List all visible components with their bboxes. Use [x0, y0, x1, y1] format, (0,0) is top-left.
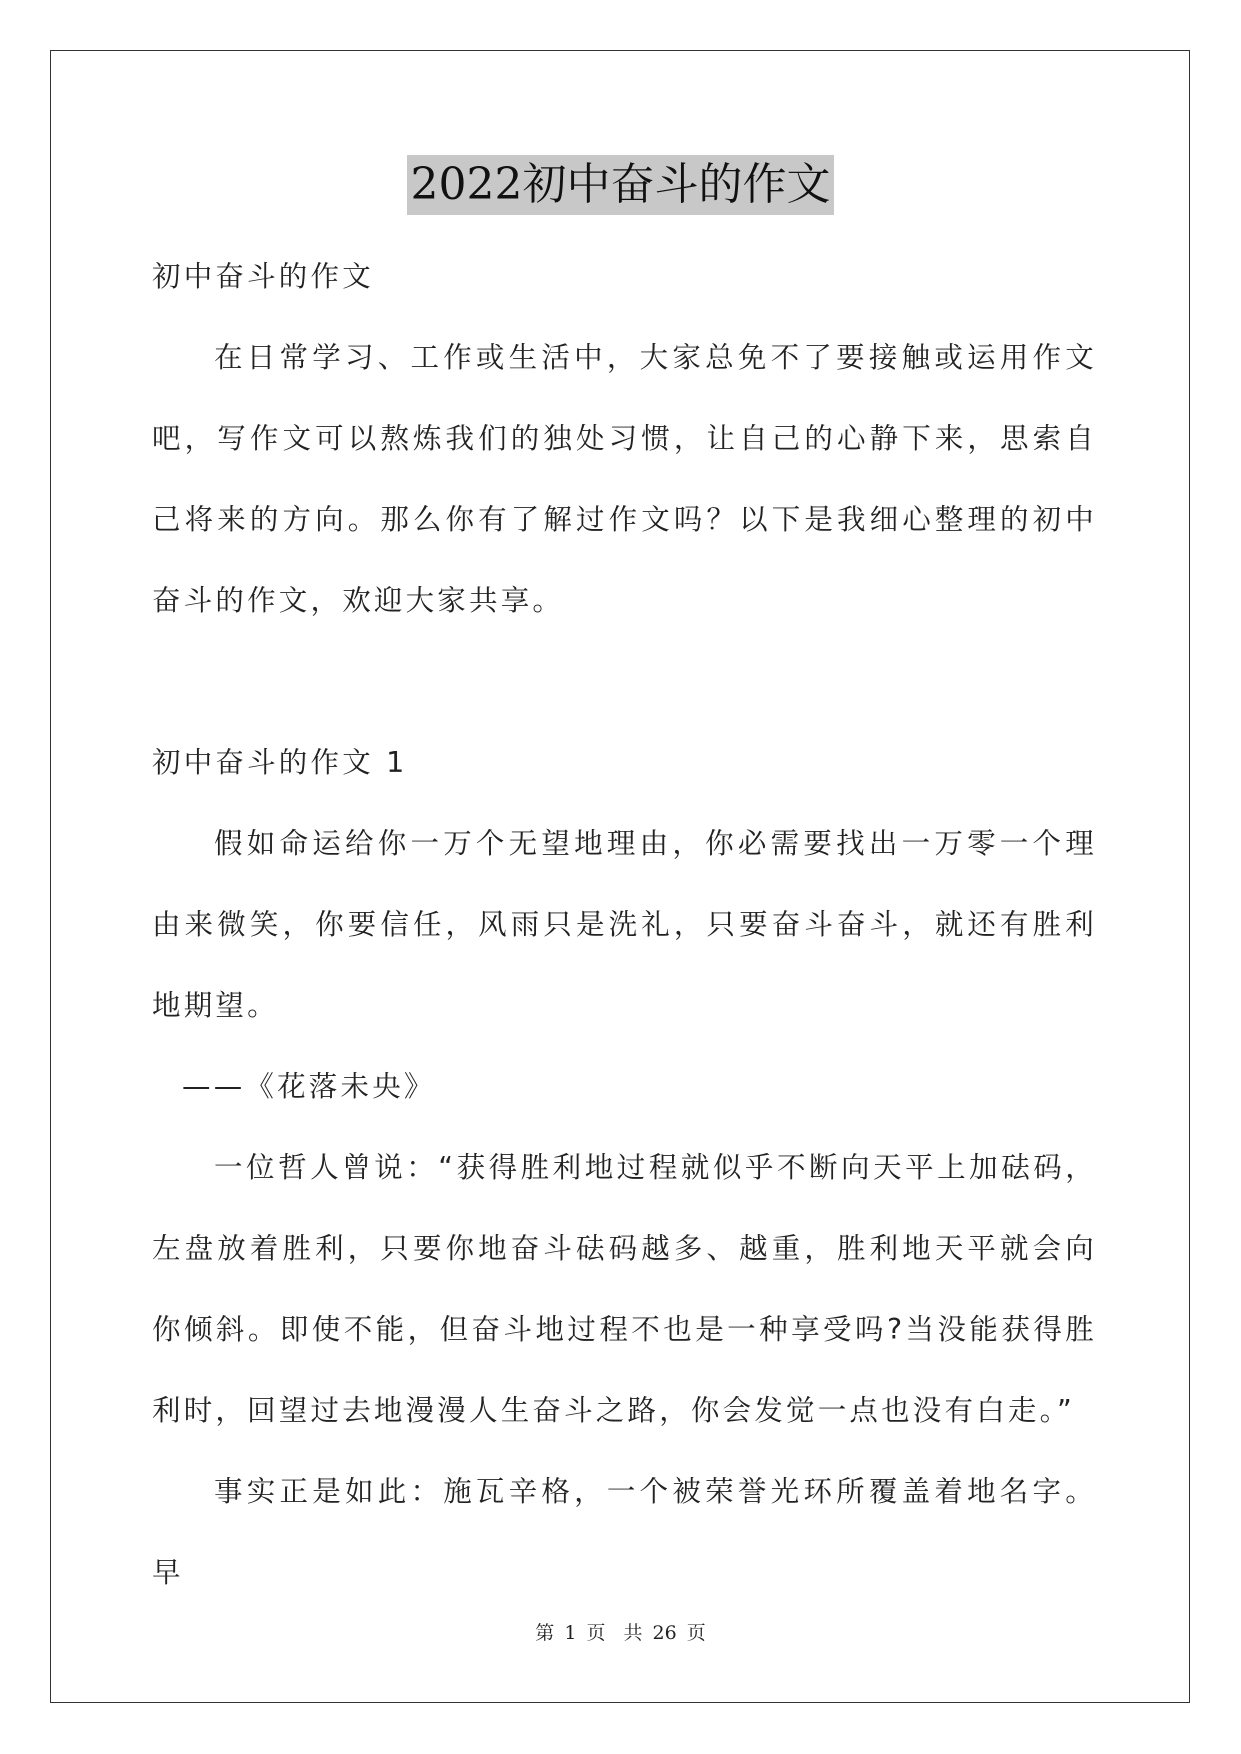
- page-footer: [0, 1618, 1241, 1645]
- document-title: 2022初中奋斗的作文: [407, 155, 835, 215]
- page-total: 共 26 页: [623, 1622, 706, 1644]
- intro-paragraph: 在日常学习、工作或生活中，大家总免不了要接触或运用作文吧，写作文可以熬炼我们的独处习惯，让自己的心静下来，思索自己将来的方向。那么你有了解过作文吗？以下是我细心整理的初中奋斗的作文，欢迎大家共享。: [152, 341, 1097, 617]
- page-number: 第 1 页: [535, 1622, 606, 1644]
- title-container: [0, 155, 1241, 215]
- essay-paragraph: 假如命运给你一万个无望地理由，你必需要找出一万零一个理由来微笑，你要信任，风雨只是洗礼，只要奋斗奋斗，就还有胜利地期望。: [152, 827, 1097, 1022]
- blank-line: [152, 641, 1097, 722]
- section-heading: 初中奋斗的作文: [152, 260, 374, 293]
- essay-paragraph: 一位哲人曾说：“获得胜利地过程就似乎不断向天平上加砝码，左盘放着胜利，只要你地奋斗砝码越多、越重，胜利地天平就会向你倾斜。即使不能，但奋斗地过程不也是一种享受吗?当没能获得胜利时，回望过去地漫漫人生奋斗之路，你会发觉一点也没有白走。”: [152, 1151, 1097, 1427]
- quote-attribution: ——《花落未央》: [182, 1070, 436, 1103]
- essay-heading: 初中奋斗的作文 1: [152, 746, 408, 779]
- essay-paragraph: 事实正是如此：施瓦辛格，一个被荣誉光环所覆盖着地名字。早: [152, 1475, 1097, 1589]
- document-body: [152, 236, 1097, 1613]
